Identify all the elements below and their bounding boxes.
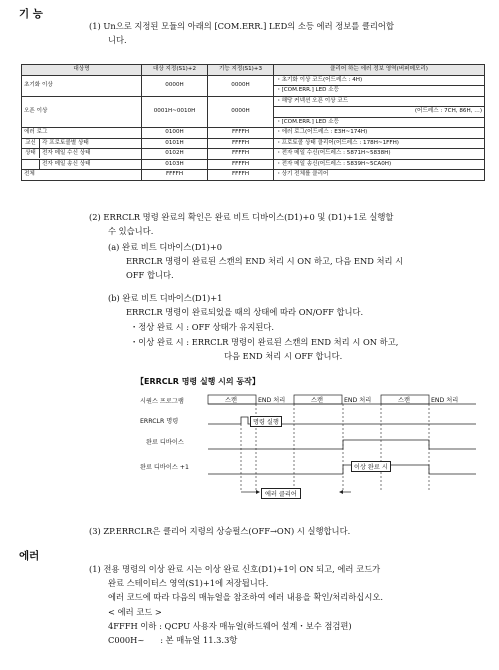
cell-s2: 0100H xyxy=(142,128,208,139)
error-clear-table xyxy=(21,64,485,181)
cell-info: ・초기화 이상 코드(어드레스 : 4H) xyxy=(274,75,485,86)
para-2b-line-1: ERRCLR 명령이 완료되었을 때의 상태에 따라 ON/OFF 합니다. xyxy=(126,307,364,317)
label-scan-1: 스캔 xyxy=(225,397,237,404)
error-para-line-1: (1) 전용 명령의 이상 완료 시는 이상 완료 신호(D1)+1이 ON 되고, 에러 코드가 xyxy=(89,564,381,574)
th-clear-area: 클리어 하는 에러 정보 영역(버퍼메모리) xyxy=(274,65,485,76)
cell-info: ・[COM.ERR.] LED 소등 xyxy=(274,117,485,128)
row-label-complete-plus1: 완료 디바이스 +1 xyxy=(140,464,189,471)
para-2b-normal: ・정상 완료 시 : OFF 상태가 유지된다. xyxy=(130,322,275,332)
error-para-line-3: 에러 코드에 따라 다음의 매뉴얼을 참조하여 에러 내용을 확인/처리하십시오. xyxy=(108,592,383,602)
cell-info: ・프로토콜 상태 클리어(어드레스 : 178H~1FFH) xyxy=(274,138,485,149)
th-target-name: 대상명 xyxy=(22,65,142,76)
para-1-line-1: (1) Un으로 지정된 모듈의 아래의 [COM.ERR.] LED의 소등 에러 정보를 클리어합 xyxy=(89,21,394,31)
label-scan-3: 스캔 xyxy=(398,397,410,404)
row-label-errclr: ERRCLR 명령 xyxy=(140,418,179,425)
para-2a-line-2: OFF 합니다. xyxy=(126,270,174,280)
table-row xyxy=(22,159,485,170)
error-code-2: C000H~ : 본 매뉴얼 11.3.3항 xyxy=(108,635,238,645)
error-para-line-2: 완료 스테이터스 영역(S1)+1에 저장됩니다. xyxy=(108,578,269,588)
cell-info: ・전자 메일 수신(어드레스 : 5871H~5838H) xyxy=(274,149,485,160)
cell-group-spacer xyxy=(22,160,40,169)
cell-s3: 0000H xyxy=(208,96,274,128)
label-end-2: END 처리 xyxy=(344,397,372,404)
table-row xyxy=(22,170,485,181)
timing-diagram xyxy=(136,392,476,508)
cell-group-spacer: 교신 xyxy=(22,139,40,148)
cell-s3: FFFFH xyxy=(208,128,274,139)
cell-info: ・[COM.ERR.] LED 소등 xyxy=(274,86,485,97)
cell-info: ・상기 전체를 클리어 xyxy=(274,170,485,181)
cell-name: 전자 메일 송신 상태 xyxy=(42,160,91,167)
cell-info: (어드레스 : 7CH, 86H, …) xyxy=(274,107,485,118)
table-row xyxy=(22,75,485,86)
section-title-error: 에러 xyxy=(19,550,40,562)
cell-name: 에러 로그 xyxy=(22,128,142,139)
label-error-clear: 에러 클리어 xyxy=(261,488,301,499)
cell-name: 각 프로토콜별 상태 xyxy=(42,139,89,146)
table-header-row xyxy=(22,65,485,76)
cell-s3: FFFFH xyxy=(208,159,274,170)
para-2-line-1: (2) ERRCLR 명령 완료의 확인은 완료 비트 디바이스(D1)+0 및 (D1)+1로 실행할 xyxy=(89,212,394,222)
cell-s2: 0001H~0010H xyxy=(142,96,208,128)
label-end-1: END 처리 xyxy=(258,397,286,404)
cell-s2: 0103H xyxy=(142,159,208,170)
th-target-spec: 대상 지정(S1)+2 xyxy=(142,65,208,76)
table-row xyxy=(22,138,485,149)
label-end-3: END 처리 xyxy=(431,397,459,404)
para-2b-title: (b) 완료 비트 디바이스(D1)+1 xyxy=(108,293,223,303)
cell-s2: 0102H xyxy=(142,149,208,160)
cell-name: 전자 메일 수신 상태 xyxy=(42,150,91,157)
row-label-complete: 완료 디바이스 xyxy=(146,439,184,446)
cell-s3: 0000H xyxy=(208,75,274,96)
cell-s2: 0000H xyxy=(142,75,208,96)
error-code-heading: < 에러 코드 > xyxy=(108,607,162,617)
cell-s3: FFFFH xyxy=(208,149,274,160)
cell-s2: 0101H xyxy=(142,138,208,149)
para-2a-title: (a) 완료 비트 디바이스(D1)+0 xyxy=(108,242,223,252)
table-row xyxy=(22,96,485,107)
cell-name: 초기화 이상 xyxy=(22,75,142,96)
cell-s2: FFFFH xyxy=(142,170,208,181)
section-title-function: 기 능 xyxy=(19,8,43,20)
table-row xyxy=(22,149,485,160)
cell-info: ・에러 로그(어드레스 : E3H~174H) xyxy=(274,128,485,139)
timing-svg xyxy=(136,392,476,508)
cell-name-group xyxy=(22,138,142,149)
cell-name-group xyxy=(22,159,142,170)
cell-s3: FFFFH xyxy=(208,170,274,181)
cell-name: 오픈 이상 xyxy=(22,96,142,128)
error-code-1: 4FFFH 이하 : QCPU 사용자 매뉴얼(하드웨어 설계・보수 점검편) xyxy=(108,621,352,631)
cell-s3: FFFFH xyxy=(208,138,274,149)
para-2b-abnormal-2: 다음 END 처리 시 OFF 합니다. xyxy=(224,351,343,361)
table-row xyxy=(22,128,485,139)
para-2a-line-1: ERRCLR 명령이 완료된 스캔의 END 처리 시 ON 하고, 다음 END 처리 시 xyxy=(126,256,404,266)
cell-name: 전체 xyxy=(22,170,142,181)
cell-info: ・해당 커넥션 오픈 이상 코드 xyxy=(274,96,485,107)
cell-info: ・전자 메일 송신(어드레스 : 5839H~5CA0H) xyxy=(274,159,485,170)
label-abnormal-complete: 이상 완료 시 xyxy=(351,461,391,472)
cell-group-spacer: 상태 xyxy=(22,149,40,158)
para-1-line-2: 니다. xyxy=(108,35,127,45)
th-function-spec: 기능 지정(S1)+3 xyxy=(208,65,274,76)
label-command-exec: 명령 실행 xyxy=(250,416,282,427)
row-label-sequence: 시퀀스 프로그램 xyxy=(140,398,184,405)
para-3-line: (3) ZP.ERRCLR은 클리어 지령의 상승펄스(OFF→ON) 시 실행합니다. xyxy=(89,526,351,536)
diagram-title: 【ERRCLR 명령 실행 시의 동작】 xyxy=(136,377,260,386)
para-2-line-2: 수 있습니다. xyxy=(108,226,154,236)
label-scan-2: 스캔 xyxy=(311,397,323,404)
para-2b-abnormal-1: ・이상 완료 시 : ERRCLR 명령이 완료된 스캔의 END 처리 시 ON 하고, xyxy=(130,337,399,347)
cell-name-group xyxy=(22,149,142,160)
